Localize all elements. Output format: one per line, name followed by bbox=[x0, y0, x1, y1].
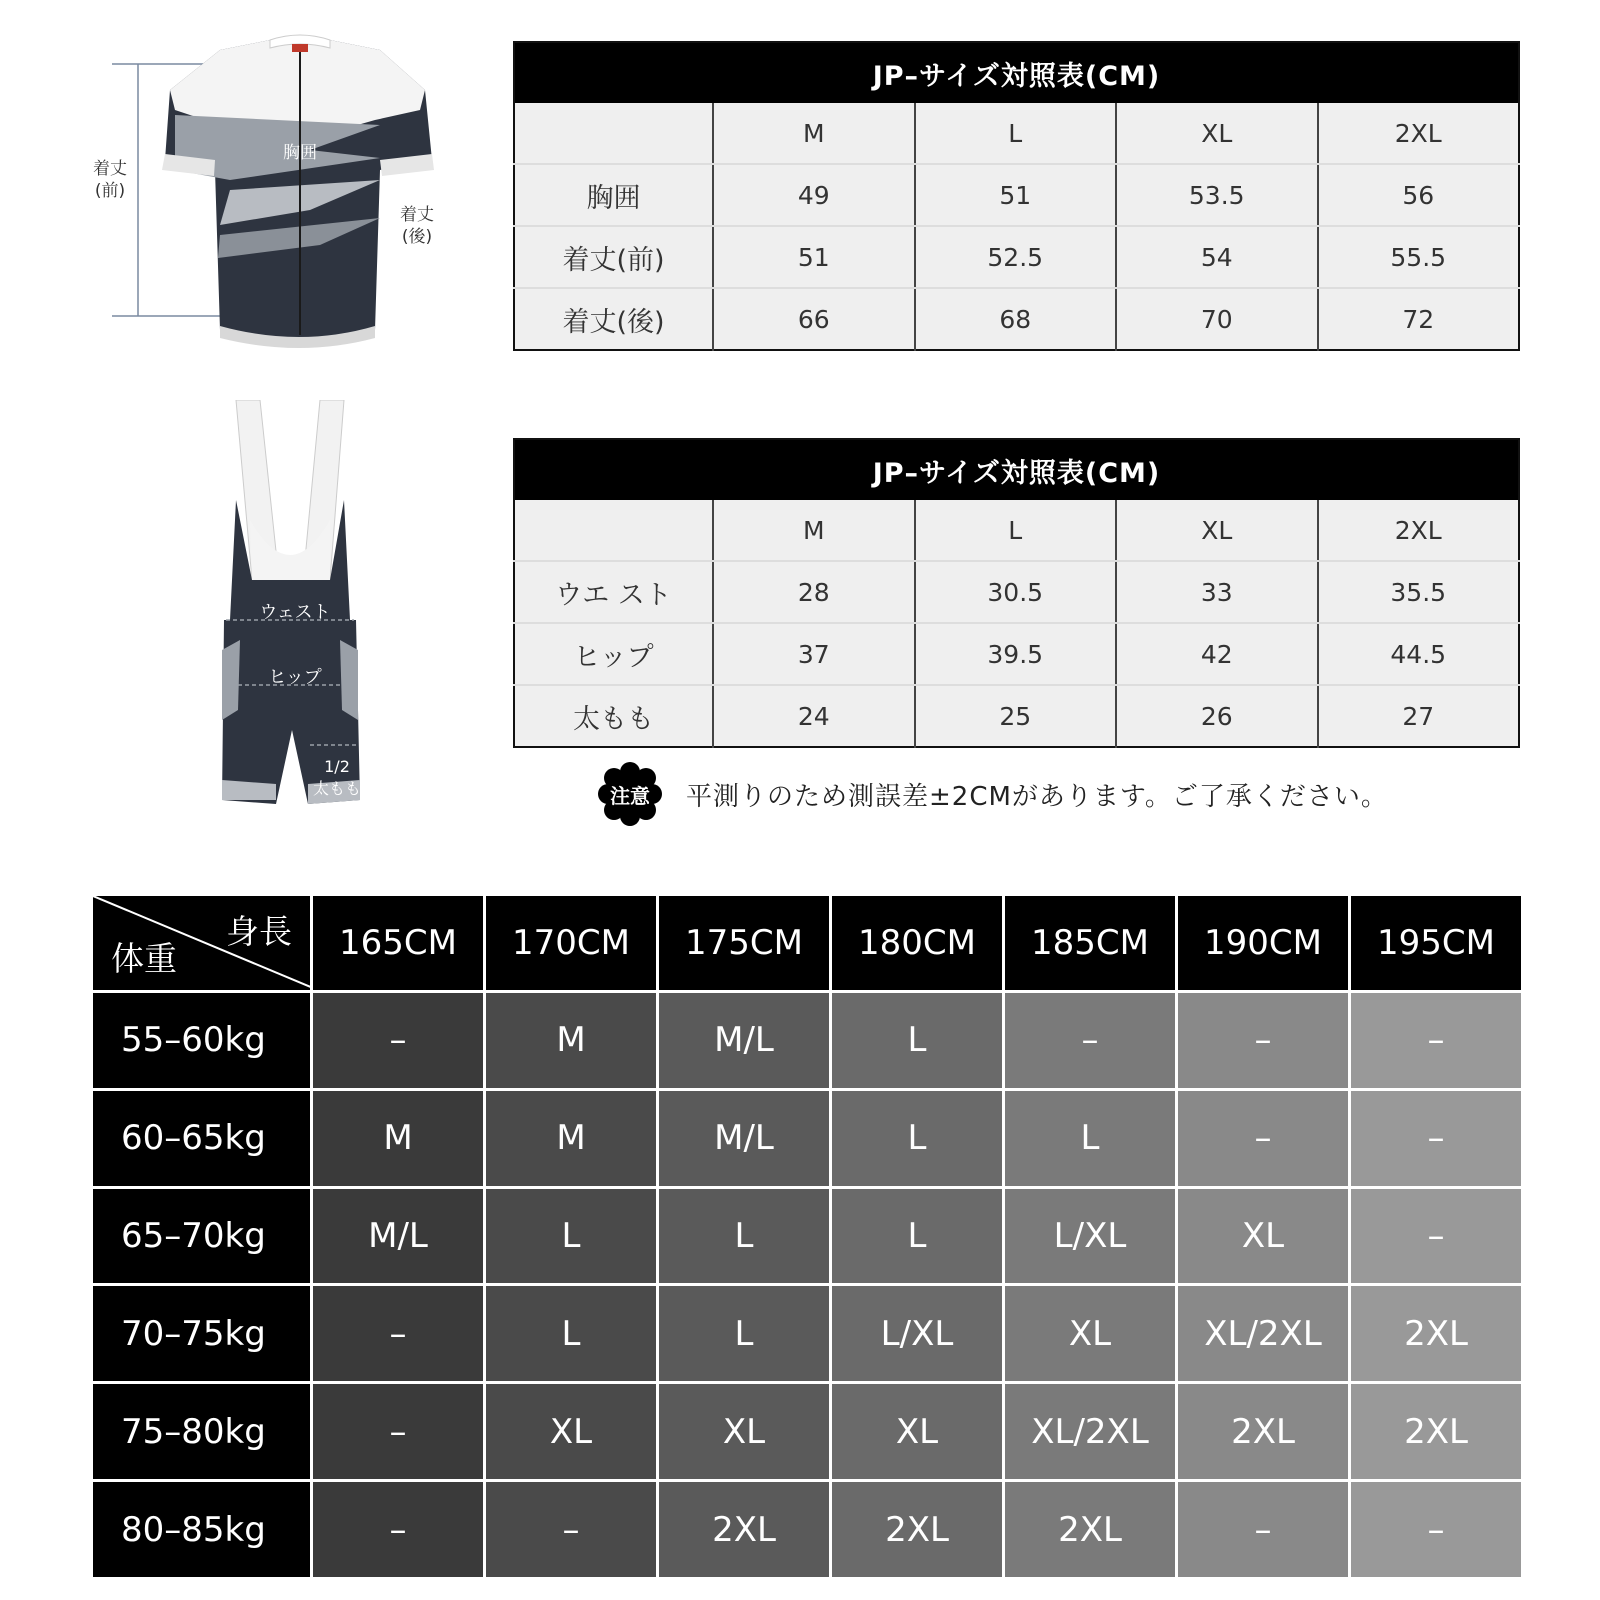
grid-cell: XL/2XL bbox=[1177, 1285, 1350, 1383]
caution-badge-label: 注意 bbox=[610, 783, 650, 808]
table-cell: 51 bbox=[915, 164, 1117, 226]
table-cell: 35.5 bbox=[1318, 561, 1520, 623]
grid-row bbox=[92, 992, 1523, 1090]
grid-cell: – bbox=[312, 992, 485, 1090]
grid-cell: 2XL bbox=[1177, 1383, 1350, 1481]
weight-label: 70–75kg bbox=[92, 1285, 312, 1383]
grid-cell: M/L bbox=[658, 992, 831, 1090]
table-row bbox=[514, 561, 1519, 623]
size-header: L bbox=[915, 103, 1117, 164]
size-header: M bbox=[713, 103, 915, 164]
table-cell: 28 bbox=[713, 561, 915, 623]
height-weight-size-grid bbox=[90, 893, 1524, 1580]
hip-label: ヒップ bbox=[268, 667, 322, 688]
weight-label: 80–85kg bbox=[92, 1481, 312, 1579]
grid-cell: – bbox=[1350, 1187, 1523, 1285]
grid-cell: 2XL bbox=[1350, 1285, 1523, 1383]
grid-cell: XL bbox=[831, 1383, 1004, 1481]
bib-size-table bbox=[513, 438, 1520, 748]
height-header: 170CM bbox=[485, 895, 658, 992]
jersey-illustration bbox=[80, 30, 480, 370]
grid-cell: – bbox=[1177, 1481, 1350, 1579]
empty-corner-cell bbox=[514, 500, 713, 561]
grid-cell: 2XL bbox=[1350, 1383, 1523, 1481]
table-cell: 26 bbox=[1116, 685, 1318, 747]
grid-cell: XL bbox=[1177, 1187, 1350, 1285]
grid-cell: L bbox=[1004, 1089, 1177, 1187]
chest-label: 胸囲 bbox=[283, 143, 317, 163]
row-label: 胸囲 bbox=[514, 164, 713, 226]
grid-cell: L/XL bbox=[831, 1285, 1004, 1383]
caution-badge-icon bbox=[598, 762, 662, 826]
table-row bbox=[514, 164, 1519, 226]
table-cell: 51 bbox=[713, 226, 915, 288]
grid-cell: M bbox=[485, 1089, 658, 1187]
grid-cell: L bbox=[658, 1285, 831, 1383]
grid-row bbox=[92, 1187, 1523, 1285]
size-header: XL bbox=[1116, 500, 1318, 561]
table-cell: 54 bbox=[1116, 226, 1318, 288]
weight-label: 75–80kg bbox=[92, 1383, 312, 1481]
note-text: 平測りのため測誤差±2CMがあります。ご了承ください。 bbox=[686, 781, 1388, 812]
grid-cell: M/L bbox=[658, 1089, 831, 1187]
weight-label: 65–70kg bbox=[92, 1187, 312, 1285]
table-cell: 30.5 bbox=[915, 561, 1117, 623]
grid-cell: XL bbox=[1004, 1285, 1177, 1383]
jersey-drawing bbox=[80, 30, 480, 370]
height-header: 165CM bbox=[312, 895, 485, 992]
grid-cell: L bbox=[658, 1187, 831, 1285]
table-row bbox=[514, 685, 1519, 747]
table-cell: 68 bbox=[915, 288, 1117, 350]
table-cell: 55.5 bbox=[1318, 226, 1520, 288]
table-cell: 37 bbox=[713, 623, 915, 685]
height-header: 195CM bbox=[1350, 895, 1523, 992]
corner-height-label: 身長 bbox=[226, 912, 292, 951]
grid-cell: L bbox=[485, 1285, 658, 1383]
table-cell: 66 bbox=[713, 288, 915, 350]
back-length-label bbox=[387, 204, 447, 248]
bib-shorts-illustration bbox=[200, 400, 400, 820]
weight-label: 55–60kg bbox=[92, 992, 312, 1090]
thigh-label-line2: 太もも bbox=[312, 779, 361, 798]
grid-cell: M bbox=[312, 1089, 485, 1187]
table-cell: 49 bbox=[713, 164, 915, 226]
front-length-label bbox=[80, 158, 140, 202]
grid-cell: – bbox=[312, 1285, 485, 1383]
row-label: 太もも bbox=[514, 685, 713, 747]
back-length-label-line1: 着丈 bbox=[400, 205, 434, 225]
front-length-label-line2: (前) bbox=[94, 181, 126, 201]
grid-cell: – bbox=[1350, 1089, 1523, 1187]
front-length-label-line1: 着丈 bbox=[93, 159, 127, 179]
grid-cell: – bbox=[1004, 992, 1177, 1090]
waist-label: ウェスト bbox=[259, 602, 331, 623]
table-header-row bbox=[514, 500, 1519, 561]
thigh-label-line1: 1/2 bbox=[324, 757, 350, 776]
grid-cell: L bbox=[485, 1187, 658, 1285]
grid-cell: – bbox=[1177, 992, 1350, 1090]
grid-cell: 2XL bbox=[1004, 1481, 1177, 1579]
row-label: 着丈(後) bbox=[514, 288, 713, 350]
table-row bbox=[514, 226, 1519, 288]
grid-cell: L bbox=[831, 992, 1004, 1090]
grid-cell: – bbox=[1177, 1089, 1350, 1187]
grid-row bbox=[92, 1285, 1523, 1383]
table-cell: 27 bbox=[1402, 701, 1435, 731]
table-cell: 25 bbox=[915, 685, 1117, 747]
grid-row bbox=[92, 1383, 1523, 1481]
table-cell: 33 bbox=[1116, 561, 1318, 623]
table-title: JP–サイズ対照表(CM) bbox=[514, 42, 1519, 103]
grid-cell: – bbox=[312, 1481, 485, 1579]
weight-label: 60–65kg bbox=[92, 1089, 312, 1187]
size-header: M bbox=[713, 500, 915, 561]
table-row bbox=[514, 288, 1519, 350]
table-cell: 42 bbox=[1116, 623, 1318, 685]
row-label: ヒップ bbox=[514, 623, 713, 685]
table-cell: 70 bbox=[1116, 288, 1318, 350]
table-title: JP–サイズ対照表(CM) bbox=[514, 439, 1519, 500]
grid-cell: – bbox=[1350, 1481, 1523, 1579]
grid-cell: L bbox=[831, 1089, 1004, 1187]
size-header: 2XL bbox=[1318, 103, 1520, 164]
table-cell: 39.5 bbox=[915, 623, 1117, 685]
back-length-label-line2: (後) bbox=[401, 227, 433, 247]
table-cell: 52.5 bbox=[915, 226, 1117, 288]
grid-cell: M bbox=[485, 992, 658, 1090]
height-header: 180CM bbox=[831, 895, 1004, 992]
grid-cell: L bbox=[831, 1187, 1004, 1285]
height-header: 185CM bbox=[1004, 895, 1177, 992]
grid-cell: 2XL bbox=[831, 1481, 1004, 1579]
size-header: XL bbox=[1116, 103, 1318, 164]
table-cell: 24 bbox=[713, 685, 915, 747]
row-label: ウエ スト bbox=[514, 561, 713, 623]
grid-cell: XL bbox=[485, 1383, 658, 1481]
height-header: 190CM bbox=[1177, 895, 1350, 992]
table-cell: 53.5 bbox=[1116, 164, 1318, 226]
grid-corner-cell bbox=[92, 895, 312, 992]
table-cell: 72 bbox=[1402, 304, 1435, 334]
jersey-size-table bbox=[513, 41, 1520, 351]
size-header: 2XL bbox=[1318, 500, 1520, 561]
thigh-label bbox=[305, 756, 369, 800]
corner-weight-label: 体重 bbox=[111, 939, 177, 978]
grid-cell: – bbox=[1350, 992, 1523, 1090]
empty-corner-cell bbox=[514, 103, 713, 164]
grid-header-row bbox=[92, 895, 1523, 992]
height-header: 175CM bbox=[658, 895, 831, 992]
size-header: L bbox=[915, 500, 1117, 561]
grid-cell: 2XL bbox=[658, 1481, 831, 1579]
grid-cell: – bbox=[312, 1383, 485, 1481]
grid-cell: XL bbox=[658, 1383, 831, 1481]
grid-row bbox=[92, 1481, 1523, 1579]
grid-row bbox=[92, 1089, 1523, 1187]
table-header-row bbox=[514, 103, 1519, 164]
measurement-note bbox=[598, 762, 1388, 826]
grid-cell: L/XL bbox=[1004, 1187, 1177, 1285]
table-row bbox=[514, 623, 1519, 685]
grid-cell: M/L bbox=[312, 1187, 485, 1285]
table-cell: 56 bbox=[1318, 164, 1520, 226]
grid-cell: XL/2XL bbox=[1004, 1383, 1177, 1481]
row-label: 着丈(前) bbox=[514, 226, 713, 288]
grid-cell: – bbox=[485, 1481, 658, 1579]
table-cell: 44.5 bbox=[1318, 623, 1520, 685]
